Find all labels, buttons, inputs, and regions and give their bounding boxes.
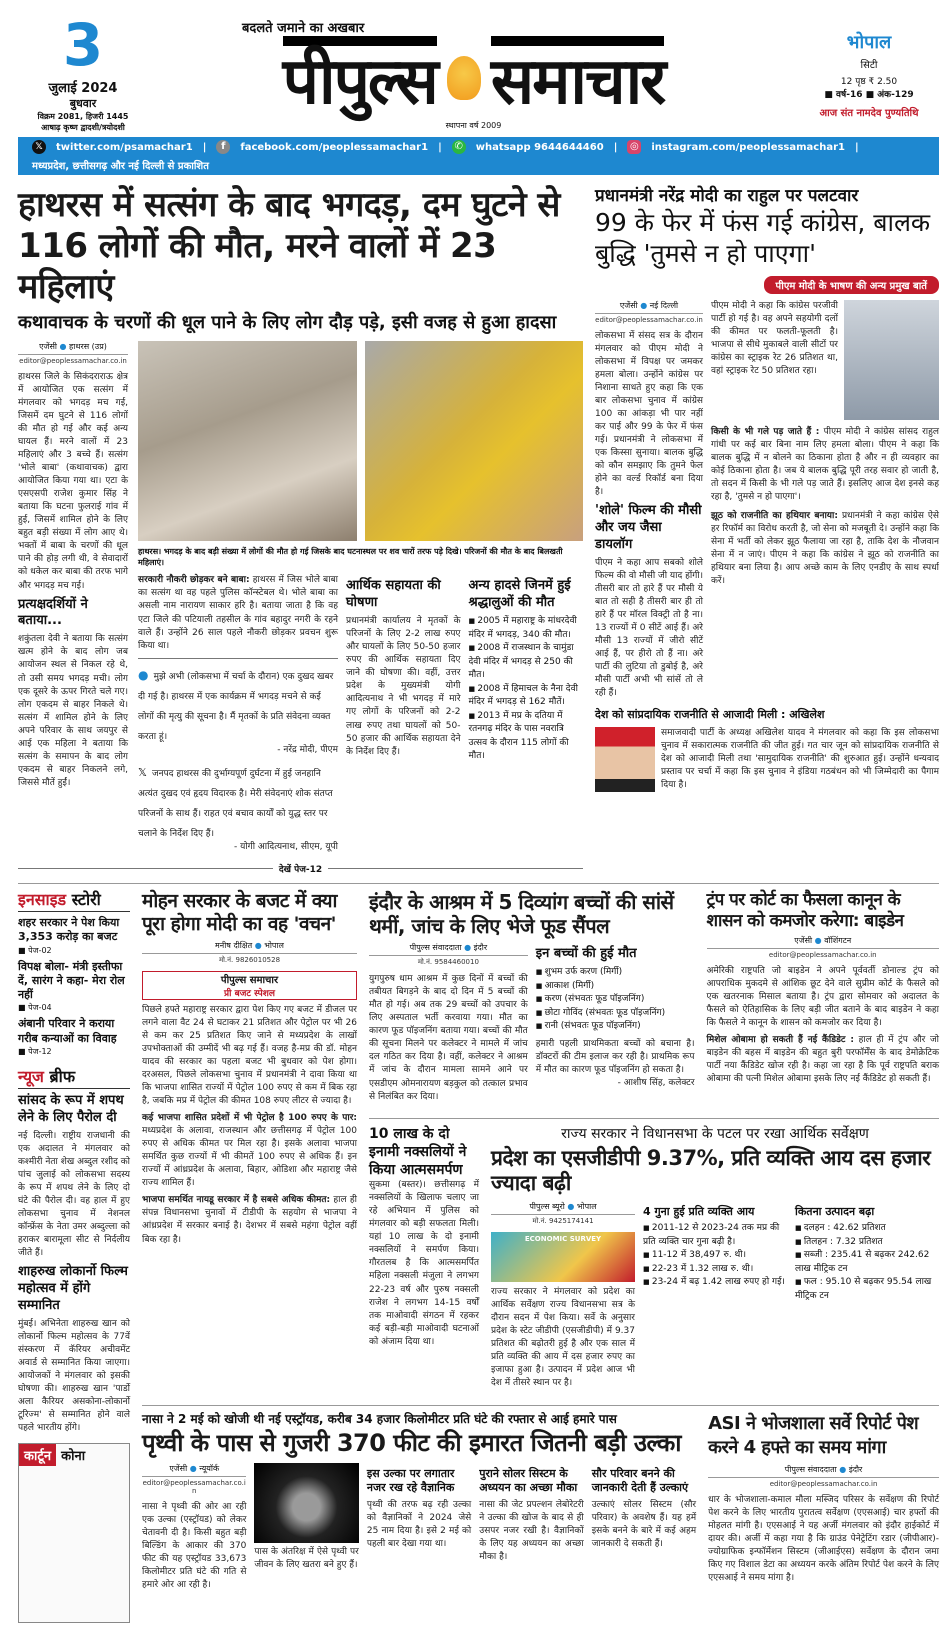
pre-budget-badge: प्री बजट स्पेशल xyxy=(224,988,275,999)
list-item: ■ 2013 में मप्र के दतिया में रतनगढ़ मंदिर के पास नवरात्रि उत्सव के दौरान 115 लोगों की मौत। xyxy=(469,710,584,764)
baba-body: हाथरस में जिस भोले बाबा का सत्संग था वह पहले पुलिस कॉन्स्टेबल थे। भोले बाबा का असली नाम नारायण साकार हरि है। बताया जाता है कि वह एटा जिले की पटियाली तहसील के गांव बहादुर नगरी के रहने वाले हैं। उन्होंने 26 साल पहले नौकरी छोड़कर प्रवचन शुरू किया था। xyxy=(138,575,338,651)
lead-headline: हाथरस में सत्संग के बाद भगदड़, दम घुटने से 116 लोगों की मौत, मरने वालों में 23 महिलाएं xyxy=(18,185,560,307)
facebook-icon: f xyxy=(216,140,230,154)
naxal-story: 10 लाख के दो इनामी नक्सलियों ने किया आत्मसमर्पण सुकमा (बस्तर)। छत्तीसगढ़ में नक्सलियों के खिलाफ चलाए जा रहे अभियान में पुलिस को मंगलवार को बड़ी सफलता मिली। यहां 10 लाख के दो इनामी नक्सलियों ने समर्पण किया। गौरतलब है कि आत्मसमर्पित महिला नक्सली मंजुला ने लगभग 22-23 वर्ष और पुरुष नक्सली राजेश ने लगभग 14-15 वर्षों तक माओवादी संगठन में रहकर कई बड़ी-बड़ी माओवादी घटनाओं को अंजाम दिया था। xyxy=(369,1125,479,1347)
stampede-photo xyxy=(138,341,357,541)
asteroid-photo xyxy=(254,1463,358,1543)
twitter-link[interactable]: twitter.com/psamachar1 xyxy=(56,141,193,153)
top-section xyxy=(18,185,939,875)
aid-body: प्रधानमंत्री कार्यालय ने मृतकों के परिजनों के लिए 2-2 लाख रुपए और घायलों के लिए 50-50 हजार रुपए की आर्थिक सहायता दिए जाने की घोषणा की। वहीं, उत्तर प्रदेश के मुख्यमंत्री योगी आदित्यनाथ ने भी भगदड़ में मारे गए लोगों के परिजनों को 2-2 लाख रुपए तथा घायलों को 50-50 हजार की आर्थिक सहायता देने के निर्देश दिए हैं। xyxy=(346,616,461,757)
established: स्थापना वर्ष 2009 xyxy=(445,120,502,130)
date-day: 3 xyxy=(62,11,104,79)
lead-body: हाथरस जिले के सिकंदराराऊ क्षेत्र में आयोजित एक सत्संग में मंगलवार को भगदड़ मच गई, जिसमें दम घुटने से 116 लोगों की मौत हो गई और कई अन्य घायल हैं। मरने वालों में 23 महिलाएं और 3 बच्चे हैं। सत्संग 'भोले बाबा' (कथावाचक) द्वारा आयोजित किया गया था। एटा के एसएसपी राजेश कुमार सिंह ने बताया कि घटना फुलराई गांव में हुई, जिसमें शामिल होने के लिए बहुत बड़ी संख्या में लोग आए थे। भक्तों में बाबा के चरणों की धूल पाने की होड़ लगी थी, वे सेवादारों को धकेल कर बाबा की तरफ भागे और भगदड़ मच गई। xyxy=(18,371,128,591)
modi-body: लोकसभा में संसद सत्र के दौरान मंगलवार को पीएम मोदी ने लोकसभा में विपक्ष पर जमकर हमला बोला। उन्होंने कांग्रेस पर निशाना साधते हुए कहा कि एक बार लोकसभा चुनाव में कांग्रेस 100 का आंकड़ा भी पार नहीं कर पाई और 99 के फेर में फंस गई। प्रधानमंत्री ने लोकसभा में एक किस्सा सुनाया। बालक बुद्धि को कौन समझाए कि तुमने फेल होने का वर्ल्ड रिकॉर्ड बना दिया है। xyxy=(595,330,703,498)
whatsapp-icon: ✆ xyxy=(452,140,466,154)
nasa-headline: पृथ्वी के पास से गुजरी 370 फीट की इमारत जितनी बड़ी उल्का xyxy=(142,1429,681,1458)
indore-story: इंदौर के आश्रम में 5 दिव्यांग बच्चों की सांसें थमीं, जांच के लिए भेजे फूड सैंपल पीपुल्स संवाददाता ● इंदौर मो.नं. 9584460010 युगपुरुष धाम आश्रम में कुछ दिनों में बच्चों की तबीयत बिगड़ने के बाद दो दिन में 5 बच्चों की मौत हो गई। अब तक 29 बच्चों को उपचार के लिए अस्पताल भर्ती करवाया गया। मौत का कारण फूड पॉइजनिंग बताया गया। बच्चों की मौत की सूचना मिलने पर कलेक्टर ने मामले में जांच दल गठित कर दिया है। वहीं, कलेक्टर ने आश्रम में जांच के दौरान मामला सामने आने पर एसडीएम ओमनारायण बड़कुल को तत्काल प्रभाव से निलंबित कर दिया। इन बच्चों की हुई मौत ■ शुभम उर्फ करण (मिर्गी) ■ आकाश (मिर्गी) ■ करण (संभवतः फूड पॉइजनिंग) ■ छोटा गोविंद (संभवतः फूड पॉइजनिंग) ■ रानी (संभवतः फूड पॉइजनिंग) हमारी पहली प्राथमिकता बच्चों को बचाना है। डॉक्टरों की टीम इलाज कर रही है। प्राथमिक रूप में मौत का कारण फूड पॉइजनिंग हो सकता है। - आशीष सिंह, कलेक्टर xyxy=(369,890,695,1103)
calendar: विक्रम 2081, हिजरी 1445 xyxy=(37,112,129,121)
month-year: जुलाई 2024 xyxy=(48,81,118,96)
aid-box xyxy=(346,574,461,758)
whatsapp-link[interactable]: whatsapp 9644644460 xyxy=(475,141,604,153)
cartoon-box: कार्टून कोना xyxy=(18,1443,130,1623)
modi-headline: 99 के फेर में फंस गई कांग्रेस, बालक बुद्धि 'तुमसे न हो पाएगा' xyxy=(595,208,931,269)
inside-story: इनसाइड स्टोरी शहर सरकार ने पेश किया 3,353 करोड़ का बजट ■ पेज-02 विपक्ष बोला- मंत्री इस्तीफा दें, सारंग ने कहा- मेरा रोल नहीं ■ पेज-04 अंबानी परिवार ने कराया गरीब कन्याओं का विवाह ■ पेज-12 न्यूज ब्रीफ सांसद के रूप में शपथ लेने के लिए पैरोल दी नई दिल्ली। राष्ट्रीय राजधानी की एक अदालत ने मंगलवार को कश्मीरी नेता शेख अब्दुल रशीद को पांच जुलाई को लोकसभा सदस्य के रूप में शपथ लेने के लिए दो घंटे की पैरोल दी। वह हाल में हुए लोकसभा चुनाव में नेशनल कॉन्फ्रेंस के नेता उमर अब्दुल्ला को हराकर बारामूला सीट से निर्दलीय जीते हैं। शाहरुख लोकार्नो फिल्म महोत्सव में होंगे सम्मानित मुंबई। अभिनेता शाहरुख खान को लोकार्नो फिल्म महोत्सव के 77वें संस्करण में कॅरियर अचीवमेंट अवार्ड से सम्मानित किया जाएगा। आयोजकों ने मंगलवार को इसकी घोषणा की। शाहरुख खान 'पार्डो अला कैरियर असकोना-लोकार्नो टूरिज्म' से सम्मानित होने वाले पहले भारतीय होंगे। कार्टून कोना xyxy=(18,890,130,1623)
brief-title: शाहरुख लोकार्नो फिल्म महोत्सव में होंगे सम्मानित xyxy=(18,1264,128,1313)
trump-story: ट्रंप पर कोर्ट का फैसला कानून के शासन को कमजोर करेगा: बाइडेन एजेंसी ● वॉशिंगटन editor@peoplessamachar.co.in अमेरिकी राष्ट्रपति जो बाइडेन ने अपने पूर्ववर्ती डोनाल्ड ट्रंप को आपराधिक मुकदमे से आंशिक छूट देने वाले सुप्रीम कोर्ट के फैसले को एक खतरनाक मिसाल बताया है। ट्रंप द्वारा सोमवार को अदालत के फैसले को ऐतिहासिक के लिए बड़ी जीत बताने के बाद बाइडेन ने कहा कि फैसले ने कानून के शासन को कमजोर कर दिया है। मिशेल ओबामा हो सकती हैं नई कैंडिडेट : हाल ही में ट्रंप और जो बाइडेन की बहस में बाइडेन की बहुत बुरी परफॉर्मेंस के बाद डेमोक्रेटिक पार्टी नया कैंडिडेट खोज रही है। कहा जा रहा है कि पूर्व राष्ट्रपति बराक ओबामा की पत्नी मिशेल ओबामा इसके लिए नई कैंडिडेट हो सकती हैं। xyxy=(706,890,939,1085)
pen-emblem-icon xyxy=(447,56,481,100)
economic-survey-graphic: ECONOMIC SURVEY xyxy=(491,1232,635,1282)
pages-price: 12 पृष्ठ ₹ 2.50 xyxy=(840,77,898,87)
other-accidents-box xyxy=(469,574,584,763)
inside-item[interactable]: अंबानी परिवार ने कराया गरीब कन्याओं का विवाह xyxy=(18,1017,117,1045)
instagram-icon: ◎ xyxy=(627,140,641,154)
side-body: पीएम मोदी ने कहा कि कांग्रेस परजीवी पार्टी हो गई है। वह अपने सहयोगी दलों की कीमत पर फलती-फूलती है। भाजपा से सीधे मुकाबले वाली सीटों पर कांग्रेस का स्ट्राइक रेट 26 प्रतिशत था, वहां स्ट्राइक रेट 50 प्रतिशत रहा। xyxy=(711,300,838,376)
city: भोपाल xyxy=(846,32,892,53)
akhilesh-body: समाजवादी पार्टी के अध्यक्ष अखिलेश यादव ने मंगलवार को कहा कि इस लोकसभा चुनाव में सकारात्मक राजनीति की जीत हुई। गत चार जून को सांप्रदायिक राजनीति से देश को आजादी मिली तथा 'सामुदायिक राजनीति' की शुरुआत हुई। उन्होंने धन्यवाद प्रस्ताव पर चर्चा में कहा कि इस चुनाव ने इंडिया गठबंधन को भी जिम्मेदारी का पैगाम दिया है। xyxy=(661,727,939,790)
special-day: आज संत नामदेव पुण्यतिथि xyxy=(819,108,919,119)
asi-headline: ASI ने भोजशाला सर्वे रिपोर्ट पेश करने 4 हफ्ते का समय मांगा xyxy=(708,1412,919,1458)
baba-box xyxy=(138,574,338,854)
modi-kicker: प्रधानमंत्री नरेंद्र मोदी का राहुल पर पलटवार xyxy=(595,186,859,206)
see-page-link[interactable]: देखें पेज-12 xyxy=(278,865,323,876)
eyewitness-title: प्रत्यक्षदर्शियों ने बताया... xyxy=(18,596,88,629)
pm-speech-label: पीएम मोदी के भाषण की अन्य प्रमुख बातें xyxy=(764,276,939,294)
bottom-section xyxy=(18,883,939,1623)
akhilesh-title: देश को सांप्रदायिक राजनीति से आजादी मिली : अखिलेश xyxy=(595,708,825,722)
brief-body: मुंबई। अभिनेता शाहरुख खान को लोकार्नो फिल्म महोत्सव के 77वें संस्करण में कॅरियर अचीवमेंट अवार्ड से सम्मानित किया जाएगा। आयोजकों ने मंगलवार को इसकी घोषणा की। शाहरुख खान 'पार्डो अला कैरियर असकोना-लोकार्नो टूरिज्म' से सम्मानित होने वाले पहले भारतीय होंगे। xyxy=(18,1318,130,1434)
baba-title: सरकारी नौकरी छोड़कर बने बाबा: xyxy=(138,575,250,586)
twitter-icon: 𝕏 xyxy=(32,140,46,154)
modi-story xyxy=(595,185,939,792)
instagram-link[interactable]: instagram.com/peoplessamachar1 xyxy=(651,141,845,153)
aid-title: आर्थिक सहायता की घोषणा xyxy=(346,578,441,611)
logo-title-right: समाचार xyxy=(491,36,665,120)
gale-box: किसी के भी गले पड़ जाते हैं : पीएम मोदी ने कांग्रेस सांसद राहुल गांधी पर कई बार बिना नाम लिए हमला बोला। पीएम ने कहा कि बालक बुद्धि में न बोलने का ठिकाना होता है और न ही व्यवहार का कोई ठिकाना होता है। जब ये बालक बुद्धि पूरी तरह सवार हो जाती है, तो सदन में किसी के भी गले पड़ जाते हैं। इसलिए आज देश इनसे कह रहा है, 'तुमसे न हो पाएगा'। xyxy=(711,426,939,502)
lead-subhead: कथावाचक के चरणों की धूल पाने के लिए लोग दौड़ पड़े, इसी वजह से हुआ हादसा xyxy=(18,312,557,334)
photo-caption: हाथरस। भगदड़ के बाद बड़ी संख्या में लोगों की मौत हो गई जिसके बाद घटनास्थल पर शव चारों तरफ पड़े दिखे। परिजनों की मौत के बाद बिलखती महिलाएं। xyxy=(138,546,563,567)
social-bar: 𝕏 twitter.com/psamachar1 | f facebook.com/peoplessamachar1 | ✆ whatsapp 9644644460 | ◎ instagram.com/peoplessamachar1 | मध्यप्रदेश, छत्तीसगढ़ और नई दिल्ली से प्रकाशित xyxy=(18,137,939,175)
survey-story xyxy=(491,1125,939,1391)
date-block xyxy=(18,11,148,133)
masthead xyxy=(18,0,939,133)
tithi: आषाढ़ कृष्ण द्वादशी/त्रयोदशी xyxy=(41,123,125,132)
list-item: ■ 2005 में महाराष्ट्र के मांधरदेवी मंदिर में भगदड़, 340 की मौत। xyxy=(469,615,584,642)
survey-kicker: राज्य सरकार ने विधानसभा के पटल पर रखा आर्थिक सर्वेक्षण xyxy=(561,1125,869,1142)
modi-photo xyxy=(844,300,939,420)
facebook-link[interactable]: facebook.com/peoplessamachar1 xyxy=(240,141,429,153)
sholay-body: पीएम ने कहा आप सबको शोले फिल्म की वो मौसी जी याद होंगी। तीसरी बार तो हारे हैं पर मौसी ये बात तो सही है तीसरी बार ही तो हारे हैं पर मॉरल विक्ट्री तो है ना। 13 राज्यों में 0 सीटें आई हैं। अरे मौसी 13 राज्यों में जीरो सीटें आई हैं, पर हीरो तो हैं ना। अरे पार्टी की लुटिया तो डुबोई है, अरे मौसी पार्टी अभी भी सांसें तो ले रही हैं। xyxy=(595,557,704,699)
akhilesh-photo xyxy=(595,727,655,792)
brief-title: सांसद के रूप में शपथ लेने के लिए पैरोल दी xyxy=(18,1092,124,1125)
jhooth-box: झूठ को राजनीति का हथियार बनाया: प्रधानमंत्री ने कहा कांग्रेस ऐसे हर रिफॉर्म का विरोध करती है, जो सेना को मजबूती दे। उन्होंने कहा कि सेना में भर्ती को लेकर झूठ फैलाया जा रहा है, ताकि देश के नौजवान सेना में न जाएं। पीएम ने कहा कि कांग्रेस ने झूठ को राजनीति का हथियार बना लिया है। आप अच्छे काम के लिए एनडीए के साथ स्पर्धा करें। xyxy=(711,510,939,587)
grieving-women-photo xyxy=(365,341,584,541)
inside-item[interactable]: विपक्ष बोला- मंत्री इस्तीफा दें, सारंग ने कहा- मेरा रोल नहीं xyxy=(18,959,125,1002)
nasa-story: नासा ने 2 मई को खोजी थी नई एस्ट्रॉयड, करीब 34 हजार किलोमीटर प्रति घंटे की रफ्तार से आई हमारे पास पृथ्वी के पास से गुजरी 370 फीट की इमारत जितनी बड़ी उल्का एजेंसी ● न्यूयॉर्क editor@peoplessamachar.co.in नासा ने पृथ्वी की ओर आ रही एक उल्का (एस्ट्रॉयड) को लेकर चेतावनी दी है। किसी बहुत बड़ी बिल्डिंग के आकार की 370 फीट की यह एस्ट्रॉयड 33,673 किलोमीटर प्रति घंटे की गति से हमारे ओर आ रही है। पास के अंतरिक्ष में ऐसे पृथ्वी पर जीवन के लिए खतरा बने हुए हैं। इस उल्का पर लगातार नजर रख रहे वैज्ञानिक पृथ्वी की तरफ बढ़ रही उल्का को वैज्ञानिकों ने 2024 जेसे 25 नाम दिया है। इसे 2 मई को पहली बार देखा गया था। पुराने सोलर सिस्टम के अध्ययन का अच्छा मौका नासा की जेट प्रपल्शन लेबोरेटरी ने उल्का की खोज के बाद से ही उसपर नजर रखी है। वैज्ञानिकों के लिए यह अध्ययन का अच्छा मौका है। सौर परिवार बनने की जानकारी देती हैं उल्काएं उल्काएं सोलर सिस्टम (सौर परिवार) के अवशेष हैं। यह हमें इसके बनने के बारे में कई अहम जानकारी दे सकती हैं। xyxy=(142,1411,697,1591)
nasa-kicker: नासा ने 2 मई को खोजी थी नई एस्ट्रॉयड, करीब 34 हजार किलोमीटर प्रति घंटे की रफ्तार से आई हमारे पास xyxy=(142,1411,617,1426)
lead-story xyxy=(18,185,583,875)
yogi-quote: 𝕏 जनपद हाथरस की दुर्भाग्यपूर्ण दुर्घटना में हुई जनहानि अत्यंत दुखद एवं हृदय विदारक है। मेरी संवेदनाएं शोक संतप्त परिजनों के साथ हैं। राहत एवं बचाव कार्यों को युद्ध स्तर पर चलाने के निर्देश दिए हैं। - योगी आदित्यनाथ, सीएम, यूपी xyxy=(138,765,338,853)
asi-story: ASI ने भोजशाला सर्वे रिपोर्ट पेश करने 4 हफ्ते का समय मांगा पीपुल्स संवाददाता ● इंदौर editor@peoplessamachar.co.in धार के भोजशाला-कमाल मौला मस्जिद परिसर के सर्वेक्षण की रिपोर्ट पेश करने के लिए भारतीय पुरातत्व सर्वेक्षण (एएसआई) चार हफ्तों की मोहलत मांगी है। एएसआई ने यह अर्जी मंगलवार को इंदौर हाईकोर्ट में दायर की। अर्जी में कहा गया है कि ग्राउंड पेनेट्रेटिंग रडार (जीपीआर)-ज्योग्राफिक इन्फॉर्मेशन सिस्टम (जीआईएस) सर्वेक्षण के दौरान जमा किए गए विशाल डेटा का अध्ययन करके अंतिम रिपोर्ट पेश करने के लिए एएसआई ने समय मांगा है। xyxy=(708,1412,939,1584)
budget-headline: मोहन सरकार के बजट में क्या पूरा होगा मोदी का वह 'वचन' xyxy=(142,890,337,935)
tagline: बदलते जमाने का अखबार xyxy=(242,21,365,37)
newspaper-logo xyxy=(162,18,785,131)
list-item: ■ 2008 में राजस्थान के चामुंडा देवी मंदिर में भगदड़ से 250 की मौत। xyxy=(469,642,584,683)
survey-headline: प्रदेश का एसजीडीपी 9.37%, प्रति व्यक्ति आय दस हजार ज्यादा बढ़ी xyxy=(491,1145,931,1195)
brief-body: नई दिल्ली। राष्ट्रीय राजधानी की एक अदालत ने मंगलवार को कश्मीरी नेता शेख अब्दुल रशीद को पांच जुलाई को लोकसभा सदस्य के रूप में शपथ लेने के लिए दो घंटे की पैरोल दी। वह हाल में हुए लोकसभा चुनाव में नेशनल कॉन्फ्रेंस के नेता उमर अब्दुल्ला को हराकर बारामूला सीट से निर्दलीय जीते हैं। xyxy=(18,1130,130,1258)
lead-story-column xyxy=(18,341,128,790)
list-item: ■ 2008 में हिमाचल के नैना देवी मंदिर में भगदड़ से 162 मौतें। xyxy=(469,683,584,710)
eyewitness-body: शकुंतला देवी ने बताया कि सत्संग खत्म होने के बाद लोग जब आयोजन स्थल से निकल रहे थे, तो उसी समय भगदड़ मची। लोग एक दूसरे के ऊपर गिरते चले गए। लोग एकदम से बाहर निकले थे। सत्संग में शामिल होने के लिए अपने परिवार के साथ जयपुर से आई एक महिला ने बताया कि सत्संग के समापन के बाद लोग एकदम से बाहर निकलने लगे, जिससे मौतें हुईं। xyxy=(18,634,128,788)
x-logo-icon: 𝕏 xyxy=(138,765,147,779)
inside-item[interactable]: शहर सरकार ने पेश किया 3,353 करोड़ का बजट xyxy=(18,915,120,944)
edition-block xyxy=(799,30,939,119)
see-page-divider xyxy=(18,862,583,875)
income-box: 4 गुना हुई प्रति व्यक्ति आय ■ 2011-12 से 2023-24 तक मप्र की प्रति व्यक्ति चार गुना बढ़ी है। ■ 11-12 में 38,497 रु. थी। ■ 22-23 में 1.32 लाख रु. थी। ■ 23-24 में बढ़ 1.42 लाख रुपए हो गई। xyxy=(643,1201,787,1290)
logo-title-left: पीपुल्स xyxy=(283,36,437,120)
quote-bubble-icon: ● xyxy=(138,667,149,682)
sholay-title: 'शोले' फिल्म की मौसी और जय जैसा डायलॉग xyxy=(595,503,702,552)
edition: सिटी xyxy=(860,60,878,71)
published-from: मध्यप्रदेश, छत्तीसगढ़ और नई दिल्ली से प्रकाशित xyxy=(32,161,209,172)
indore-headline: इंदौर के आश्रम में 5 दिव्यांग बच्चों की सांसें थमीं, जांच के लिए भेजे फूड सैंपल xyxy=(369,890,674,939)
byline: एजेंसी ● हाथरस (उप्र) xyxy=(18,341,128,355)
other-accidents-title: अन्य हादसे जिनमें हुई श्रद्धालुओं की मौत xyxy=(468,578,571,611)
budget-story: मोहन सरकार के बजट में क्या पूरा होगा मोदी का वह 'वचन' मनीष दीक्षित ● भोपाल मो.नं. 9826010528 पीपुल्स समाचार प्री बजट स्पेशल पिछले हफ्ते महाराष्ट्र सरकार द्वारा पेश किए गए बजट में डीजल पर लगने वाला वैट 24 से घटाकर 21 प्रतिशत और पेट्रोल पर भी 26 से कम कर 25 प्रतिशत किए जाने से मध्यप्रदेश के लाखों उपभोक्ताओं की उम्मीदें भी बढ़ गई हैं। वजह है-मप्र की डॉ. मोहन यादव की सरकार का पहला बजट भी बुधवार को पेश होगा। दरअसल, पिछले लोकसभा चुनाव में प्रधानमंत्री ने दावा किया था कि भाजपा शासित राज्यों में पेट्रोल 100 रुपए से कम में बिक रहा है, जबकि मप्र में पेट्रोल की कीमत 108 रुपए लीटर से ज्यादा है। कई भाजपा शासित प्रदेशों में भी पेट्रोल है 100 रुपए के पार: मध्यप्रदेश के अलावा, राजस्थान और छत्तीसगढ़ में पेट्रोल 100 रुपए से अधिक कीमत पर मिल रहा है। इसके अलावा भाजपा समर्थित कुछ राज्यों में भी कीमतें 100 रुपए से अधिक हैं। इन राज्यों में आंध्रप्रदेश के अलावा, बिहार, ओडिशा और महाराष्ट्र जैसे राज्य शामिल हैं। भाजपा समर्थित नायडू सरकार में है सबसे अधिक कीमत: हाल ही संपन्न विधानसभा चुनावों में टीडीपी के सहयोग से भाजपा ने आंध्रप्रदेश में सरकार बनाई है। देशभर में सबसे महंगा पेट्रोल वहीं बिक रहा है। xyxy=(142,890,357,1245)
modi-main-column: एजेंसी ● नई दिल्ली editor@peoplessamachar.co.in लोकसभा में संसद सत्र के दौरान मंगलवार को पीएम मोदी ने लोकसभा में विपक्ष पर जमकर हमला बोला। उन्होंने कांग्रेस पर निशाना साधते हुए कहा कि एक बार लोकसभा चुनाव में कांग्रेस 100 का आंकड़ा भी पार नहीं कर पाई और 99 के फेर में फंस गई। प्रधानमंत्री ने लोकसभा में एक किस्सा सुनाया। बालक बुद्धि को कौन समझाए कि तुमने फेल होने का वर्ल्ड रिकॉर्ड बना दिया है। 'शोले' फिल्म की मौसी और जय जैसा डायलॉग पीएम ने कहा आप सबको शोले फिल्म की वो मौसी जी याद होंगी। तीसरी बार तो हारे हैं पर मौसी ये बात तो सही है तीसरी बार ही तो हारे हैं पर मॉरल विक्ट्री तो है ना। 13 राज्यों में 0 सीटें आई हैं। अरे मौसी 13 राज्यों में जीरो सीटें आई हैं, पर हीरो तो हैं ना। अरे पार्टी की लुटिया तो डुबोई है, अरे मौसी पार्टी अभी भी सांसें तो ले रही हैं। xyxy=(595,300,703,701)
modi-quote: ● मुझे अभी (लोकसभा में चर्चा के दौरान) एक दुखद खबर दी गई है। हाथरस में एक कार्यक्रम में भगदड़ मचने से कई लोगों की मृत्यु की सूचना है। मैं मृतकों के प्रति संवेदना व्यक्त करता हूं। - नरेंद्र मोदी, पीएम xyxy=(138,667,338,755)
production-box: कितना उत्पादन बढ़ा ■ दलहन : 42.62 प्रतिशत ■ तिलहन : 7.32 प्रतिशत ■ सब्जी : 235.41 से बढ़कर 242.62 लाख मीट्रिक टन ■ फल : 95.10 से बढ़कर 95.54 लाख मीट्रिक टन xyxy=(795,1201,939,1303)
volume: ■ वर्ष-16 ■ अंक-129 xyxy=(824,90,914,100)
survey-body: पीपुल्स ब्यूरो ● भोपाल मो.नं. 9425174141 ECONOMIC SURVEY राज्य सरकार ने मंगलवार को प्रदेश का आर्थिक सर्वेक्षण राज्य विधानसभा सत्र के दौरान सदन में पेश किया। सर्वे के अनुसार प्रदेश के स्टेट जीडीपी (एसजीडीपी) में 9.37 प्रतिशत की बढ़ोतरी हुई है और एक साल में प्रति व्यक्ति की आय में दस हजार रुपए का इजाफा हुआ है। उत्पादन में प्रदेश आज भी देश में तीसरे स्थान पर है। xyxy=(491,1202,635,1389)
trump-headline: ट्रंप पर कोर्ट का फैसला कानून के शासन को कमजोर करेगा: बाइडेन xyxy=(706,890,904,931)
weekday: बुधवार xyxy=(69,97,97,110)
email: editor@peoplessamachar.co.in xyxy=(19,356,127,365)
